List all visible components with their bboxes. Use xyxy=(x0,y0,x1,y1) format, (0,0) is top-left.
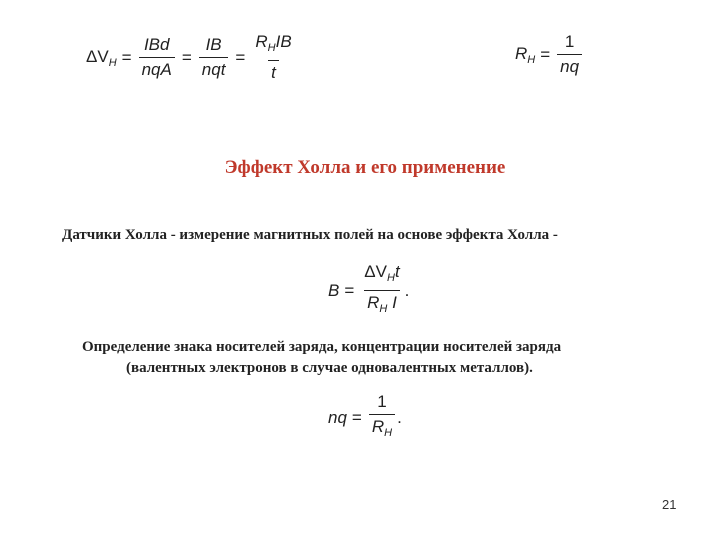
fraction xyxy=(361,262,402,319)
formula-symbol: nq xyxy=(328,407,347,427)
numerator: IB xyxy=(205,35,222,54)
formula-subscript: H xyxy=(267,42,276,54)
formula-period: . xyxy=(397,407,402,427)
formula-symbol: IB xyxy=(275,32,292,51)
fraction xyxy=(369,392,395,443)
denominator: nqt xyxy=(199,57,229,80)
denominator xyxy=(364,290,400,319)
fraction xyxy=(199,35,229,80)
equals-sign: = xyxy=(121,47,132,67)
formula-symbol: ΔV xyxy=(86,46,109,66)
equals-sign: = xyxy=(181,47,192,67)
hall-coefficient-formula xyxy=(515,32,584,77)
sensors-text: Датчики Холла - измерение магнитных полей на основе эффекта Холла - xyxy=(62,227,558,243)
equals-sign: = xyxy=(351,407,362,427)
denominator: t xyxy=(268,60,279,83)
numerator xyxy=(361,262,402,290)
formula-symbol: R xyxy=(371,417,385,436)
formula-symbol: I xyxy=(392,293,397,312)
slide-title: Эффект Холла и его применение xyxy=(224,157,506,178)
magnetic-field-formula xyxy=(328,262,409,319)
numerator xyxy=(252,32,294,60)
denominator: nqA xyxy=(139,57,175,80)
carrier-concentration-formula xyxy=(328,392,402,443)
formula-subscript: H xyxy=(384,427,393,439)
page-number: 21 xyxy=(662,497,677,512)
formula-symbol: ΔV xyxy=(364,262,387,281)
formula-subscript: H xyxy=(379,303,388,315)
formula-symbol: R xyxy=(255,32,268,51)
equals-sign: = xyxy=(540,44,551,64)
definition-line-1: Определение знака носителей заряда, концентрации носителей заряда xyxy=(82,339,562,355)
formula-subscript: H xyxy=(527,53,536,66)
equals-sign: = xyxy=(344,280,355,300)
fraction xyxy=(252,32,294,83)
numerator: 1 xyxy=(377,392,387,411)
numerator: 1 xyxy=(564,32,575,51)
formula-subscript: H xyxy=(108,56,117,69)
formula-subscript: H xyxy=(386,272,395,284)
fraction xyxy=(139,35,175,80)
equals-sign: = xyxy=(235,47,246,67)
formula-period: . xyxy=(404,280,410,300)
numerator: IBd xyxy=(143,35,170,54)
denominator: nq xyxy=(557,54,582,77)
fraction xyxy=(557,32,582,77)
formula-symbol: B xyxy=(328,280,340,300)
formula-symbol: t xyxy=(394,262,400,281)
formula-symbol: R xyxy=(515,43,528,63)
hall-voltage-formula xyxy=(86,32,297,83)
denominator xyxy=(369,414,395,443)
definition-line-2: (валентных электронов в случае одновалентных металлов). xyxy=(126,360,533,376)
formula-symbol: R xyxy=(367,293,380,312)
